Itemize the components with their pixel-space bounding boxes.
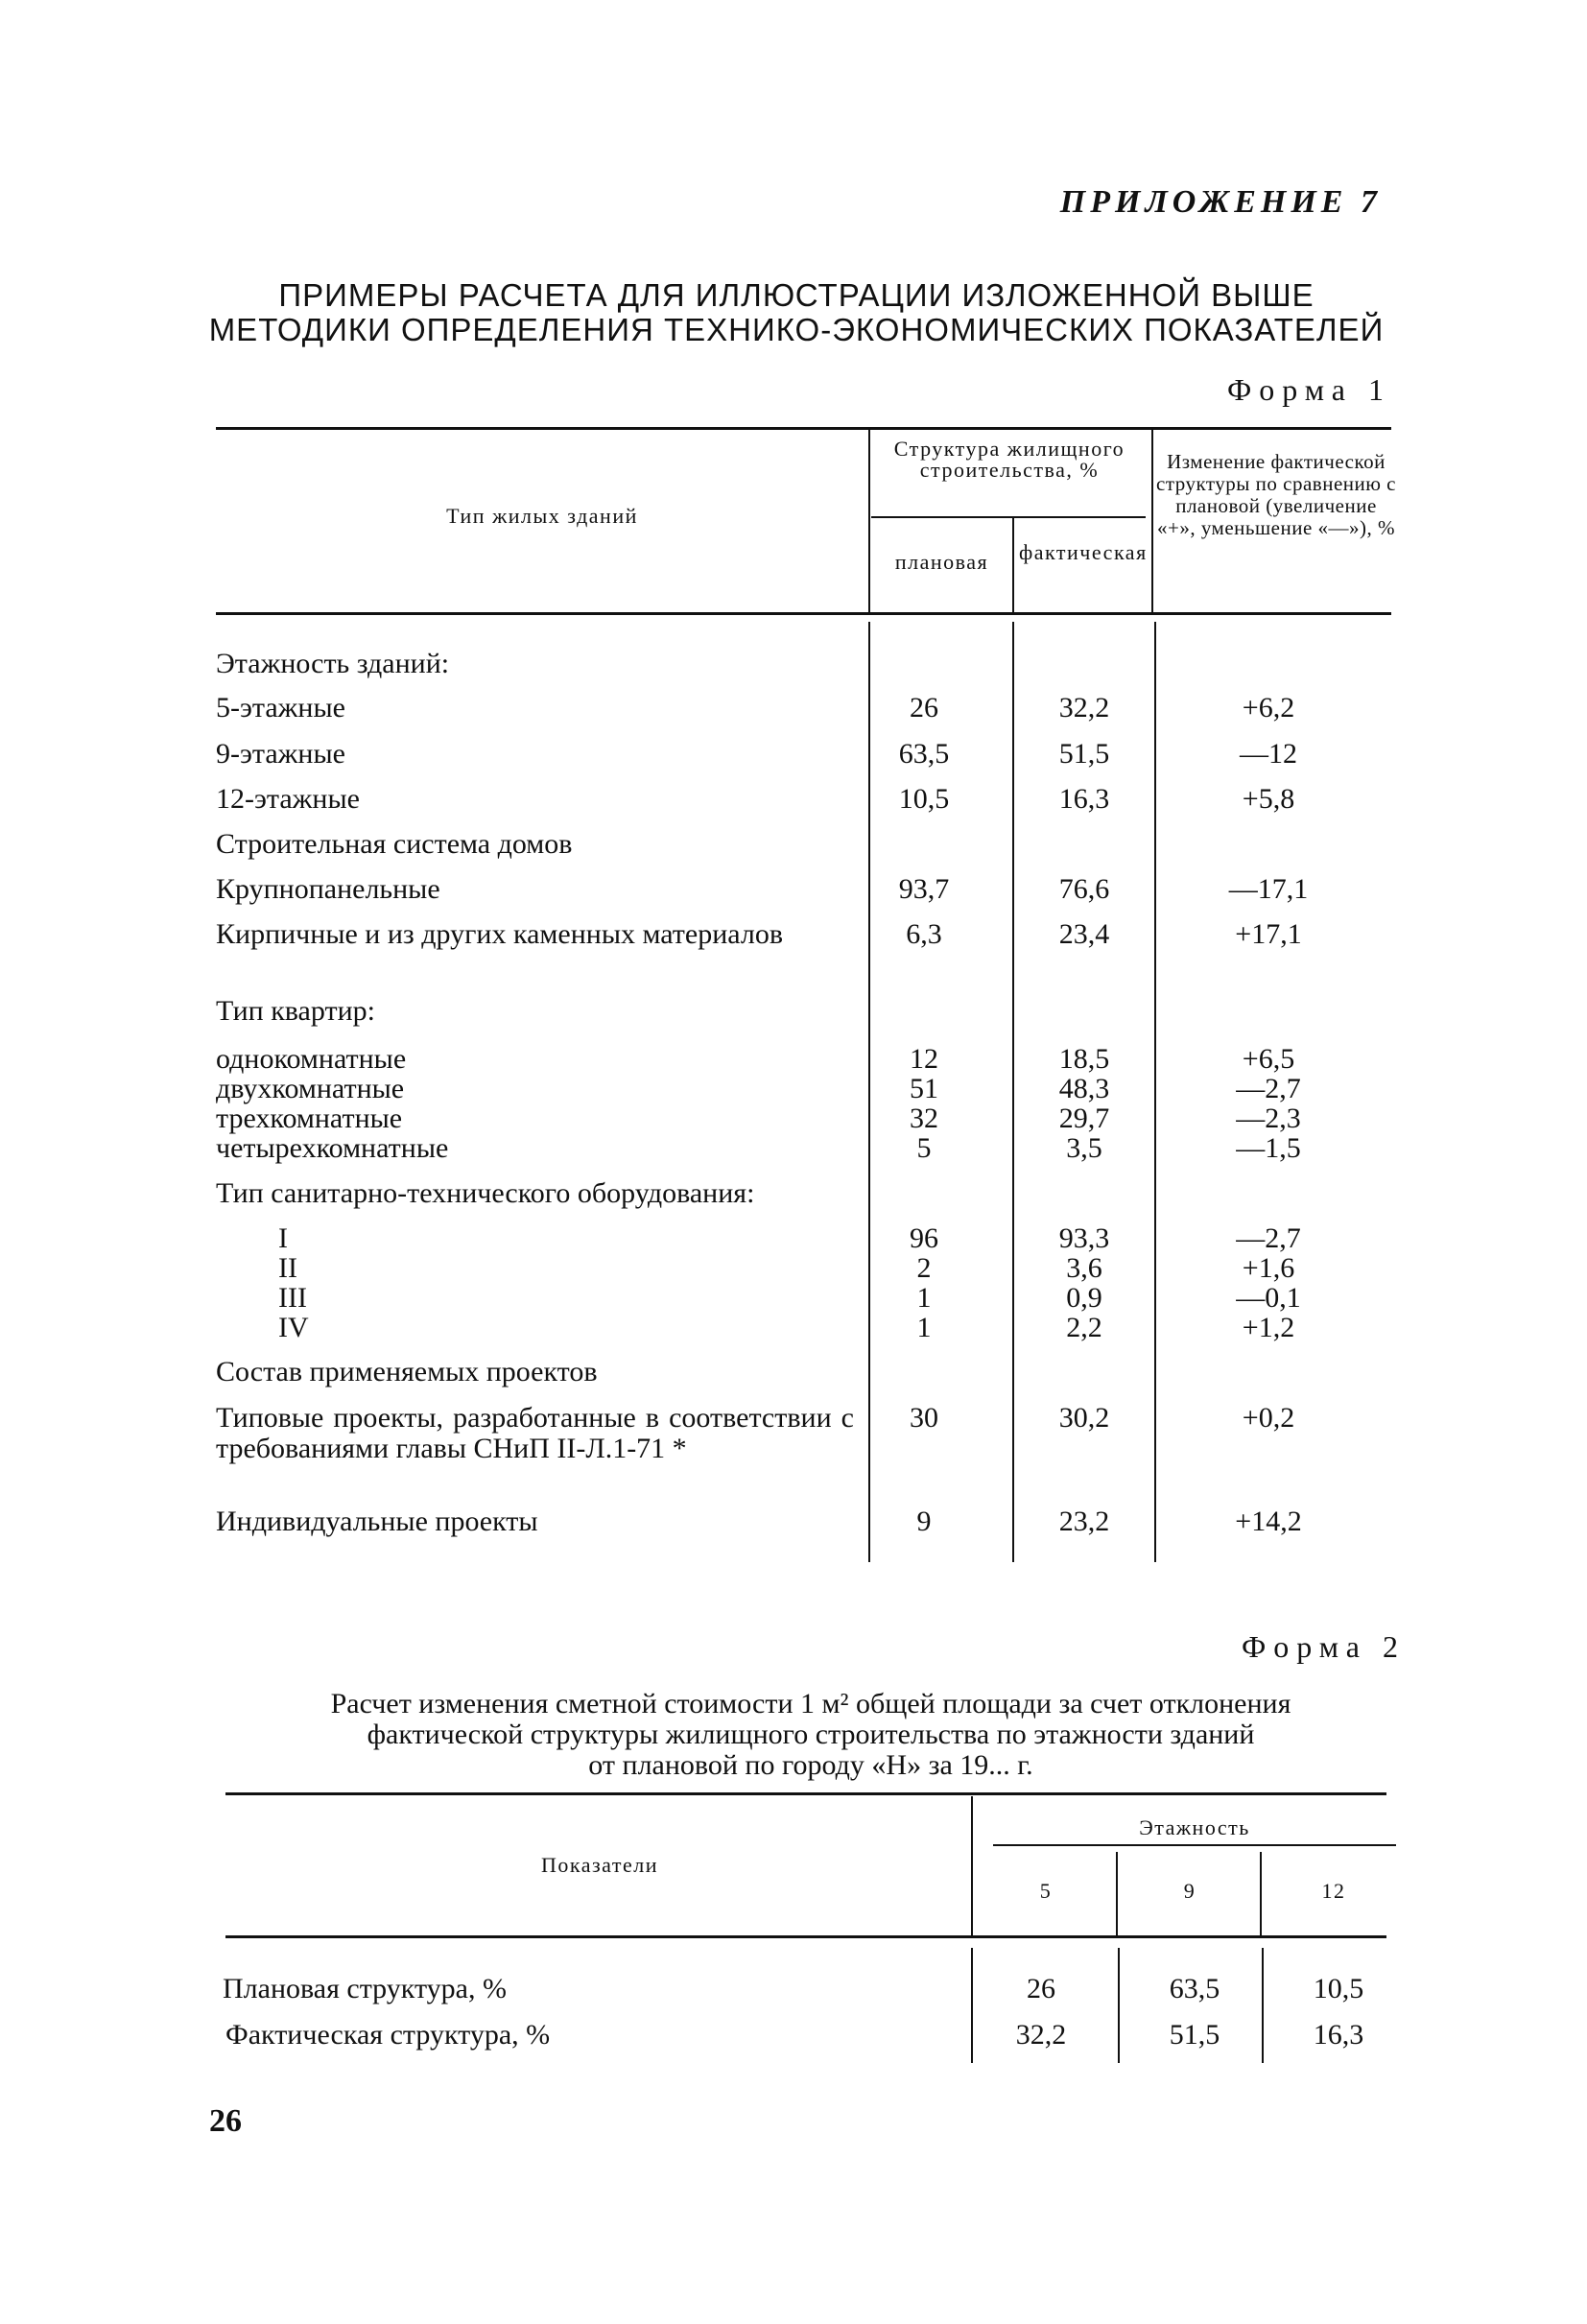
row-label: трехкомнатные [216,1103,403,1134]
planned-value: 96 [910,1222,938,1254]
form1-head-rule [216,612,1391,615]
actual-value: 51,5 [1058,738,1110,770]
form2-col-indicators: Показатели [540,1853,659,1877]
value-floor-12: 16,3 [1313,2019,1364,2051]
form1-head-divider-3 [1151,429,1153,612]
actual-value: 93,3 [1058,1222,1110,1254]
row-label: Крупнопанельные [216,873,440,905]
value-floor-9: 51,5 [1169,2019,1220,2051]
planned-value: 63,5 [898,738,950,770]
section-label-sanitary: Тип санитарно-технического оборудования: [216,1177,755,1209]
page-title [201,278,1391,347]
form2-floor-12: 12 [1321,1879,1346,1903]
actual-value: 0,9 [1066,1282,1102,1314]
actual-value: 30,2 [1058,1402,1110,1434]
change-value: —2,3 [1236,1103,1301,1134]
form1-top-rule [216,427,1391,430]
actual-value: 23,2 [1058,1506,1110,1537]
planned-value: 6,3 [906,918,942,950]
form1-body-divider-3 [1154,622,1156,1562]
form2-head-divider-1 [971,1796,973,1935]
row-label: двухкомнатные [216,1073,405,1104]
form2-body-divider-2 [1118,1948,1120,2063]
row-label: II [278,1252,297,1284]
planned-value: 2 [916,1252,932,1284]
form1-col-actual: фактическая [1019,540,1148,564]
actual-value: 76,6 [1058,873,1110,905]
form2-body-divider-3 [1262,1948,1264,2063]
actual-value: 18,5 [1058,1043,1110,1075]
form2-caption [221,1689,1401,1781]
planned-value: 1 [916,1282,932,1314]
form2-head-divider-2 [1116,1852,1118,1935]
form2-col-floors: Этажность [1139,1815,1250,1839]
value-floor-5: 32,2 [1015,2019,1067,2051]
appendix-label: ПРИЛОЖЕНИЕ 7 [1059,184,1382,220]
form2-label: Форма 2 [1241,1629,1406,1664]
row-label: 12-этажные [216,783,360,815]
change-value: —17,1 [1228,873,1309,905]
row-label: Фактическая структура, % [225,2019,551,2051]
planned-value: 12 [910,1043,938,1075]
change-value: +1,6 [1242,1252,1295,1284]
actual-value: 3,6 [1066,1252,1102,1284]
actual-value: 3,5 [1066,1132,1102,1164]
form1-head-divider-2 [1012,518,1014,612]
change-value: —1,5 [1236,1132,1301,1164]
actual-value: 2,2 [1066,1312,1102,1343]
form2-body-divider-1 [971,1948,973,2063]
planned-value: 30 [910,1402,938,1434]
row-label: IV [278,1312,309,1343]
change-value: +6,5 [1242,1043,1295,1075]
row-label: I [278,1222,288,1254]
form2-head-divider-3 [1260,1852,1262,1935]
form2-floor-5: 5 [1039,1879,1053,1903]
change-value: —0,1 [1236,1282,1301,1314]
actual-value: 48,3 [1058,1073,1110,1104]
section-label-building-system: Строительная система домов [216,828,573,860]
value-floor-9: 63,5 [1169,1973,1220,2004]
change-value: +1,2 [1242,1312,1295,1343]
form2-floor-9: 9 [1183,1879,1196,1903]
change-value: +5,8 [1242,783,1295,815]
page-number: 26 [209,2103,242,2139]
title-line-1: ПРИМЕРЫ РАСЧЕТА ДЛЯ ИЛЛЮСТРАЦИИ ИЗЛОЖЕННОЙ ВЫШЕ [278,277,1315,313]
title-line-2: МЕТОДИКИ ОПРЕДЕЛЕНИЯ ТЕХНИКО-ЭКОНОМИЧЕСКИХ ПОКАЗАТЕЛЕЙ [208,312,1385,347]
form2-caption-line-2: фактической структуры жилищного строительства по этажности зданий [367,1719,1255,1750]
section-label-floors: Этажность зданий: [216,648,450,679]
form1-head-divider-1 [868,429,870,612]
actual-value: 23,4 [1058,918,1110,950]
row-label: четырехкомнатные [216,1132,449,1164]
planned-value: 32 [910,1103,938,1134]
change-value: —2,7 [1236,1073,1301,1104]
form1-body-divider-2 [1012,622,1014,1562]
planned-value: 9 [916,1506,932,1537]
row-label: Типовые проекты, разработанные в соответствии с требованиями главы СНиП II-Л.1-71 * [216,1402,854,1464]
form2-caption-line-3: от плановой по городу «Н» за 19... г. [588,1749,1033,1781]
form1-sub-rule [871,516,1146,518]
row-label: Плановая структура, % [223,1973,507,2004]
actual-value: 16,3 [1058,783,1110,815]
planned-value: 1 [916,1312,932,1343]
form2-top-rule [225,1792,1386,1795]
row-label: 5-этажные [216,692,345,723]
planned-value: 10,5 [898,783,950,815]
form1-col-change: Изменение фактической структуры по сравнению с плановой (увеличение «+», уменьшение «—»), % [1156,450,1397,539]
planned-value: 26 [910,692,938,723]
form1-col-structure: Структура жилищного строительства, % [893,437,1125,482]
change-value: +14,2 [1235,1506,1302,1537]
change-value: —12 [1240,738,1297,770]
value-floor-12: 10,5 [1313,1973,1364,2004]
change-value: +6,2 [1242,692,1295,723]
actual-value: 29,7 [1058,1103,1110,1134]
form1-col-planned: плановая [894,550,989,574]
row-label: 9-этажные [216,738,345,770]
form2-head-rule [225,1935,1386,1938]
change-value: +17,1 [1235,918,1302,950]
planned-value: 5 [916,1132,932,1164]
row-label: Индивидуальные проекты [216,1506,538,1537]
form1-body-divider-1 [868,622,870,1562]
row-label: III [278,1282,307,1314]
row-label: Кирпичные и из других каменных материалов [216,918,783,950]
form2-sub-rule [993,1844,1396,1846]
planned-value: 51 [910,1073,938,1104]
planned-value: 93,7 [898,873,950,905]
row-label: однокомнатные [216,1043,407,1075]
change-value: +0,2 [1242,1402,1295,1434]
section-label-projects: Состав применяемых проектов [216,1356,598,1387]
value-floor-5: 26 [1027,1973,1055,2004]
actual-value: 32,2 [1058,692,1110,723]
form1-col-type: Тип жилых зданий [446,504,638,528]
change-value: —2,7 [1236,1222,1301,1254]
form1-label: Форма 1 [1226,372,1391,407]
section-label-apartment-type: Тип квартир: [216,995,375,1027]
form2-caption-line-1: Расчет изменения сметной стоимости 1 м² общей площади за счет отклонения [330,1688,1291,1719]
